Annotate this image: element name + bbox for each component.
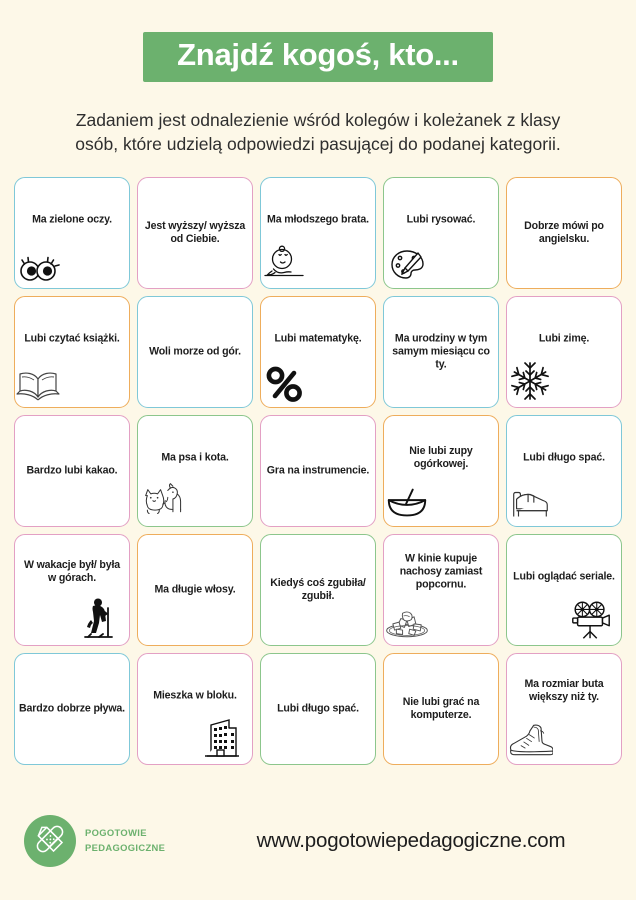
bingo-card[interactable] xyxy=(14,177,130,289)
bingo-card[interactable] xyxy=(506,534,622,646)
bingo-card[interactable] xyxy=(260,177,376,289)
bingo-card-text: Dobrze mówi po angielsku. xyxy=(524,219,604,245)
bingo-card[interactable] xyxy=(137,415,253,527)
bingo-card[interactable] xyxy=(506,177,622,289)
intro-paragraph: Zadaniem jest odnalezienie wśród kolegów i koleżanek z klasy osób, które udzielą odpowiedzi pasującej do podanej kategorii. xyxy=(75,109,561,154)
bingo-card-text: Ma rozmiar buta większy niż ty. xyxy=(524,678,604,704)
bingo-card-text: Lubi czytać książki. xyxy=(24,332,120,345)
bingo-card[interactable] xyxy=(137,653,253,765)
bingo-card-text: Mieszka w bloku. xyxy=(153,689,237,702)
eyes-icon xyxy=(15,243,61,283)
bingo-card-text: Lubi oglądać seriale. xyxy=(513,570,615,583)
apartment-building-icon xyxy=(199,719,245,759)
bingo-card-text: Bardzo dobrze pływa. xyxy=(19,702,125,715)
bingo-card-text: Gra na instrumencie. xyxy=(266,464,370,477)
brand-logo xyxy=(24,815,214,867)
bingo-card-text: Woli morze od gór. xyxy=(149,345,241,358)
bingo-card[interactable] xyxy=(506,415,622,527)
bingo-card[interactable] xyxy=(260,415,376,527)
bingo-card-text: Kiedyś coś zgubiła/ zgubił. xyxy=(270,576,366,602)
bingo-card-text: Jest wyższy/ wyższa od Ciebie. xyxy=(144,219,246,245)
page-title: Znajdź kogoś, kto... xyxy=(177,37,459,72)
snowflake-icon xyxy=(507,362,553,402)
bingo-card[interactable] xyxy=(14,415,130,527)
bingo-card-text: Nie lubi zupy ogórkowej. xyxy=(409,444,473,470)
bingo-card[interactable] xyxy=(383,177,499,289)
bingo-card-text: Ma urodziny w tym samym miesiącu co ty. xyxy=(392,332,490,371)
bingo-card[interactable] xyxy=(14,653,130,765)
bingo-card-text: Ma psa i kota. xyxy=(161,451,229,464)
bingo-card[interactable] xyxy=(14,534,130,646)
bingo-card-text: Lubi rysować. xyxy=(406,213,476,226)
bingo-card-text: W kinie kupuje nachosy zamiast popcornu. xyxy=(399,552,483,591)
bingo-card-text: Ma długie włosy. xyxy=(154,583,236,596)
bingo-card-text: Nie lubi grać na komputerze. xyxy=(402,695,480,721)
website-url: www.pogotowiepedagogiczne.com xyxy=(256,829,566,852)
bingo-card[interactable] xyxy=(14,296,130,408)
bingo-card-text: Bardzo lubi kakao. xyxy=(26,464,118,477)
bingo-card-text: Ma zielone oczy. xyxy=(32,213,112,226)
bingo-card-text: Lubi długo spać. xyxy=(277,702,359,715)
bingo-card[interactable] xyxy=(383,653,499,765)
bed-icon xyxy=(507,481,553,521)
footer xyxy=(0,806,636,876)
nachos-icon xyxy=(384,600,430,640)
bingo-card-text: W wakacje był/ była w górach. xyxy=(23,559,121,585)
header xyxy=(0,0,636,82)
bingo-card-text: Lubi zimę. xyxy=(538,332,590,345)
bingo-card[interactable] xyxy=(506,653,622,765)
bandage-pencil-icon xyxy=(31,820,69,863)
bingo-card[interactable] xyxy=(506,296,622,408)
bingo-card[interactable] xyxy=(137,177,253,289)
brand-wordmark xyxy=(85,826,165,855)
bingo-card[interactable] xyxy=(137,296,253,408)
bingo-card[interactable] xyxy=(137,534,253,646)
logo-circle xyxy=(24,815,76,867)
brand-line-1: POGOTOWIE xyxy=(85,827,147,839)
cat-and-dog-icon xyxy=(138,481,184,521)
bingo-card[interactable] xyxy=(383,534,499,646)
baby-icon xyxy=(261,243,307,283)
title-banner xyxy=(143,32,493,82)
bingo-card[interactable] xyxy=(260,534,376,646)
bingo-card-text: Lubi matematykę. xyxy=(274,332,362,345)
bingo-card-text: Ma młodszego brata. xyxy=(267,213,369,226)
hiker-icon xyxy=(76,600,122,640)
paint-palette-icon xyxy=(384,243,430,283)
brand-line-2: PEDAGOGICZNE xyxy=(85,842,166,853)
bingo-card-text: Lubi długo spać. xyxy=(523,451,605,464)
sneaker-icon xyxy=(507,719,553,759)
percent-icon xyxy=(261,362,307,402)
open-book-icon xyxy=(15,362,61,402)
bingo-card[interactable] xyxy=(383,415,499,527)
bingo-grid xyxy=(14,177,622,765)
bingo-card[interactable] xyxy=(260,296,376,408)
bingo-card[interactable] xyxy=(383,296,499,408)
film-projector-icon xyxy=(568,600,614,640)
bingo-card[interactable] xyxy=(260,653,376,765)
soup-bowl-icon xyxy=(384,481,430,521)
